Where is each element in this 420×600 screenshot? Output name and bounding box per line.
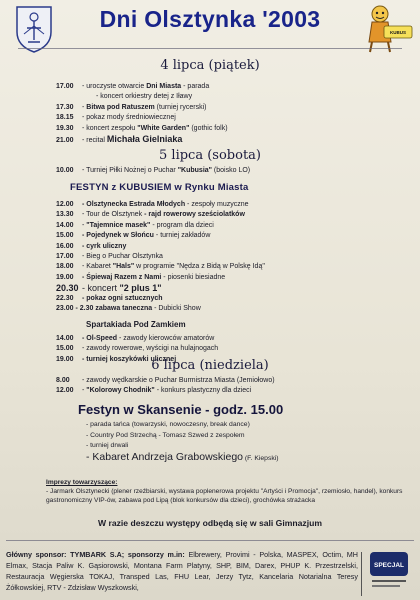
day2-header: 5 lipca (sobota) [159,148,261,163]
skansen-schedule [86,420,279,464]
spartakiada-heading: Spartakiada Pod Zamkiem [86,320,186,329]
sponsors-list: Główny sponsor: TYMBARK S.A; sponsorzy m.in: Elbrewery, Provimi - Polska, MASPEX, Octim, MH Elmax, Stacja Paliw K. Gąsiorowski, Montana Farm Platyny, SHP, BIM, Darex, PHUP K. Przestrzelski, Restauracja Węgierska TOKAJ, Transped Las, FHU Lear, Jerzy Tytz, Kancelaria Notarialna Teresy Żółkowskiej, RTV - Zdzisław Wyszkowski, [6,550,358,592]
schedule-row: 8.00 - zawody wędkarskie o Puchar Burmistrza Miasta (Jemiołowo) [56,377,275,384]
side-events-text: - Jarmark Olsztynecki (plener rzeźbiarski, wystawa poplenerowa projektu "Artyści i Promocja", rzemiosło, handel), konkurs gastronomiczny VIP-ów, zabawa pod Lipą (blok konkursów dla dzieci), grochówka strażacka [46,488,403,504]
mascot-sign-text: KUBUS [389,30,407,35]
sponsors-separator [361,552,362,596]
schedule-row: 18.15 - pokaz mody średniowiecznej [56,114,176,122]
sponsors-divider [6,540,414,541]
specjal-logo-text: SPECJAL [374,562,404,569]
schedule-row: - turniej drwali [86,442,129,449]
schedule-row: - Kabaret Andrzeja Grabowskiego (F. Kiepski) [86,450,279,463]
day2-festyn-schedule [56,200,265,314]
schedule-row: 17.00 - Bieg o Puchar Olsztynka [56,253,163,261]
skansen-heading: Festyn w Skansenie - godz. 15.00 [78,402,284,417]
schedule-row: 19.00 - Śpiewaj Razem z Nami - piosenki biesiadne [56,273,226,281]
day1-header: 4 lipca (piątek) [160,58,260,73]
header-divider [18,48,402,49]
rain-notice: W razie deszczu występy odbędą się w sali Gimnazjum [98,518,322,528]
schedule-row: 18.00 - Kabaret "Hals" w programie "Nędza z Bidą w Polskę Idą" [56,263,265,271]
schedule-row: 12.00 - Olsztynecka Estrada Młodych - zespoły muzyczne [56,201,249,208]
schedule-row: 21.00 - recital Michała Gielniaka [56,134,183,145]
schedule-row: 10.00 - Turniej Piłki Nożnej o Puchar "Kubusia" (boisko LO) [56,167,251,174]
day1-schedule [56,82,228,146]
schedule-row: 17.00 - uroczyste otwarcie Dni Miasta - parada [56,83,210,90]
schedule-row: 20.30 - koncert "2 plus 1" [56,283,162,294]
schedule-row: 16.00 - cyrk uliczny [56,242,127,250]
schedule-row: - koncert orkiestry detej z Iławy [96,93,193,101]
schedule-row: - parada tańca (towarzyski, nowoczesny, break dance) [86,421,250,428]
schedule-row: 22.30 - pokaz ogni sztucznych [56,294,163,302]
day3-schedule [56,376,275,397]
side-events-note [46,478,406,505]
schedule-row: 13.30 - Tour de Olsztynek - rajd rowerowy sześciolatków [56,211,245,219]
schedule-row: 14.00 - "Tajemnice masek" - program dla dzieci [56,221,214,229]
schedule-row: 15.00 - Pojedynek w Słońcu - turniej zakładów [56,232,211,240]
specjal-logo-icon [366,548,412,594]
festyn-heading: FESTYN z KUBUSIEM w Rynku Miasta [70,182,249,193]
schedule-row: 19.30 - koncert zespołu "White Garden" (gothic folk) [56,124,228,132]
schedule-row: 19.00 - turniej koszykówki ulicznej [56,355,177,363]
day3-header: 6 lipca (niedziela) [151,358,269,373]
schedule-row: - Country Pod Strzechą - Tomasz Szwed z zespołem [86,431,245,439]
schedule-row: 17.30 - Bitwa pod Ratuszem (turniej rycerski) [56,103,207,111]
schedule-row: 23.00 - 2.30 zabawa taneczna - Dubicki Show [56,305,201,313]
schedule-row: 14.00 - Ol-Speed - zawody kierowców amatorów [56,335,215,342]
side-events-label: Imprezy towarzyszące: [46,479,118,486]
schedule-row: 15.00 - zawody rowerowe, wyścigi na hulajnogach [56,345,219,353]
schedule-row: 12.00 - "Kolorowy Chodnik" - konkurs plastyczny dla dzieci [56,387,252,395]
day2-intro [56,166,250,176]
poster-title: Dni Olsztynka '2003 [99,6,321,32]
